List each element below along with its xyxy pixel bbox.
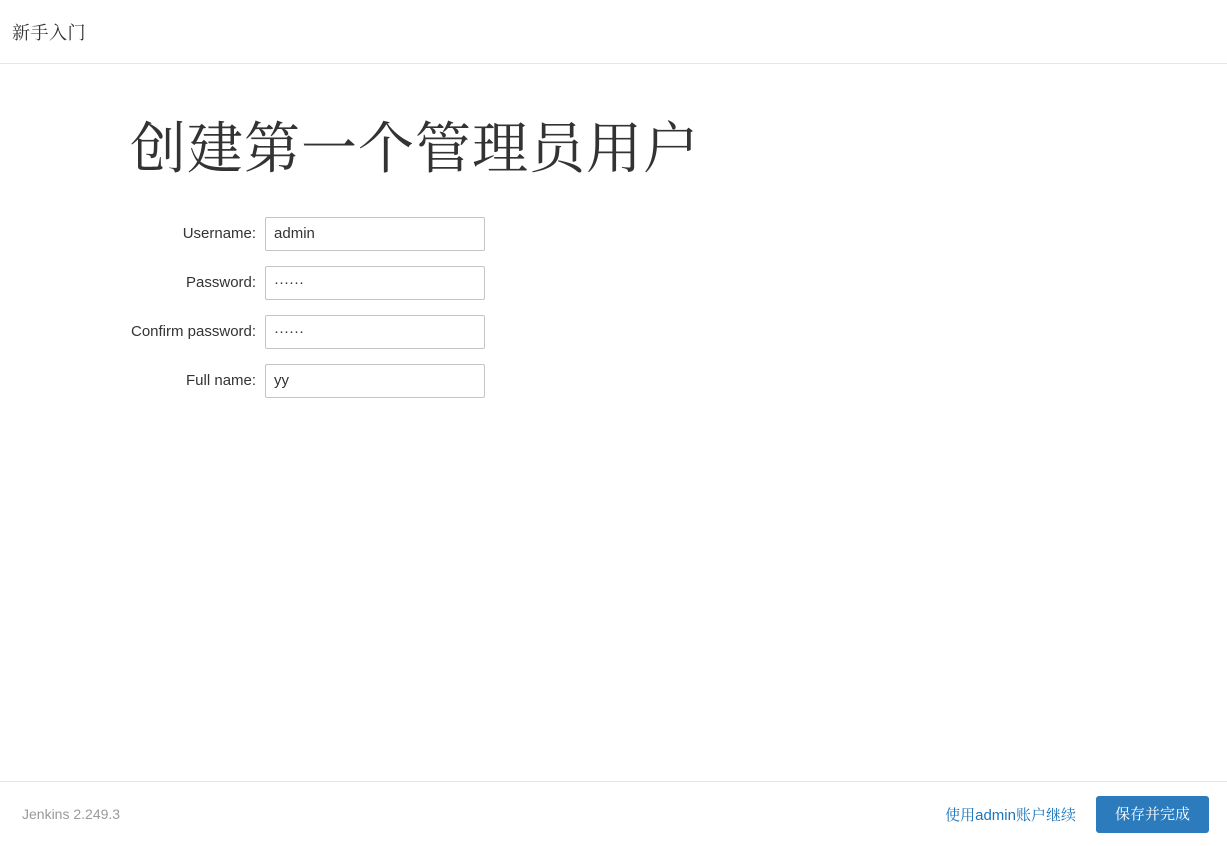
- setup-wizard-footer: [0, 781, 1227, 846]
- form-row-fullname: [130, 356, 486, 405]
- continue-as-admin-link[interactable]: 使用admin账户继续: [945, 806, 1076, 824]
- form-row-username: [130, 209, 486, 258]
- confirm-password-input[interactable]: [265, 315, 485, 349]
- setup-content: [0, 65, 1227, 405]
- username-input[interactable]: [265, 217, 485, 251]
- username-label: Username:: [182, 225, 257, 243]
- password-input[interactable]: [265, 266, 485, 300]
- fullname-label: Full name:: [186, 372, 257, 390]
- page-header-title: 新手入门: [12, 22, 86, 43]
- form-row-confirm-password: [130, 307, 486, 356]
- save-and-finish-button[interactable]: 保存并完成: [1096, 796, 1209, 833]
- confirm-password-label: Confirm password:: [131, 323, 257, 341]
- form-row-password: [130, 258, 486, 307]
- setup-wizard-header: [0, 0, 1227, 64]
- setup-wizard-body: [0, 65, 1227, 781]
- jenkins-version-label: Jenkins 2.249.3: [22, 806, 121, 822]
- create-admin-user-form: [130, 209, 486, 405]
- password-label: Password:: [186, 274, 257, 292]
- page-title: 创建第一个管理员用户: [130, 117, 700, 180]
- fullname-input[interactable]: [265, 364, 485, 398]
- footer-actions: [945, 796, 1209, 833]
